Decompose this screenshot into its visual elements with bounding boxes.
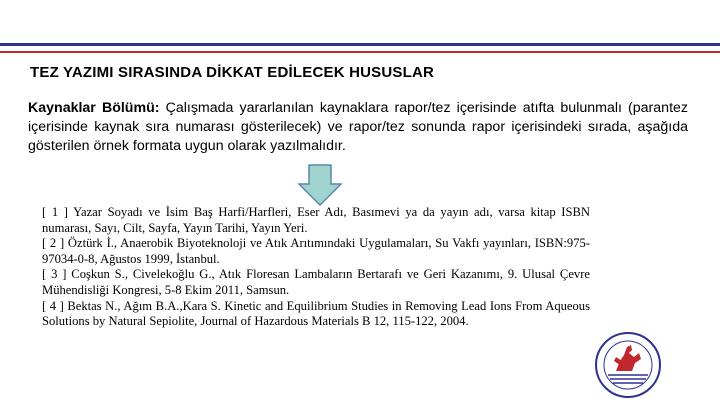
- reference-item: [ 4 ] Bektas N., Ağım B.A.,Kara S. Kinetic and Equilibrium Studies in Removing Lead Ions From Aqueous Solutions by Natural Sepiolite, Journal of Hazardous Materials B 12, 115-122, 2004.: [42, 298, 590, 329]
- header-rule-red: [0, 51, 720, 53]
- intro-paragraph: [28, 99, 688, 156]
- reference-item: [ 2 ] Öztürk İ., Anaerobik Biyoteknoloji ve Atık Arıtımındaki Uygulamaları, Su Vakfı yayınları, ISBN:975-97034-0-8, Ağustos 1999, İstanbul.: [42, 236, 590, 266]
- reference-item: [ 1 ] Yazar Soyadı ve İsim Baş Harfi/Harfleri, Eser Adı, Basımevi ya da yayın adı, varsa kitap ISBN numarası, Sayı, Cilt, Sayfa, Yayın Tarihi, Yayın Yeri.: [42, 205, 590, 235]
- intro-lead: Kaynaklar Bölümü:: [28, 100, 160, 116]
- slide-title: TEZ YAZIMI SIRASINDA DİKKAT EDİLECEK HUSUSLAR: [30, 64, 435, 81]
- header-rule-blue: [0, 43, 720, 46]
- university-logo-icon: [594, 331, 662, 399]
- reference-list: [42, 205, 590, 330]
- intro-text: Çalışmada yararlanılan kaynaklara rapor/tez içerisinde atıfta bulunmalı (parantez içerisinde kaynak sıra numarası gösterilecek) ve rapor/tez sonunda rapor içerisindeki sırada, aşağıda gösterilen örnek formata uygun olarak yazılmalıdır.: [28, 100, 688, 154]
- reference-item: [ 3 ] Coşkun S., Civelekoğlu G., Atık Floresan Lambaların Bertarafı ve Geri Kazanımı, 9. Ulusal Çevre Mühendisliği Kongresi, 5-8 Ekim 2011, Samsun.: [42, 267, 590, 297]
- down-arrow-icon: [298, 164, 342, 206]
